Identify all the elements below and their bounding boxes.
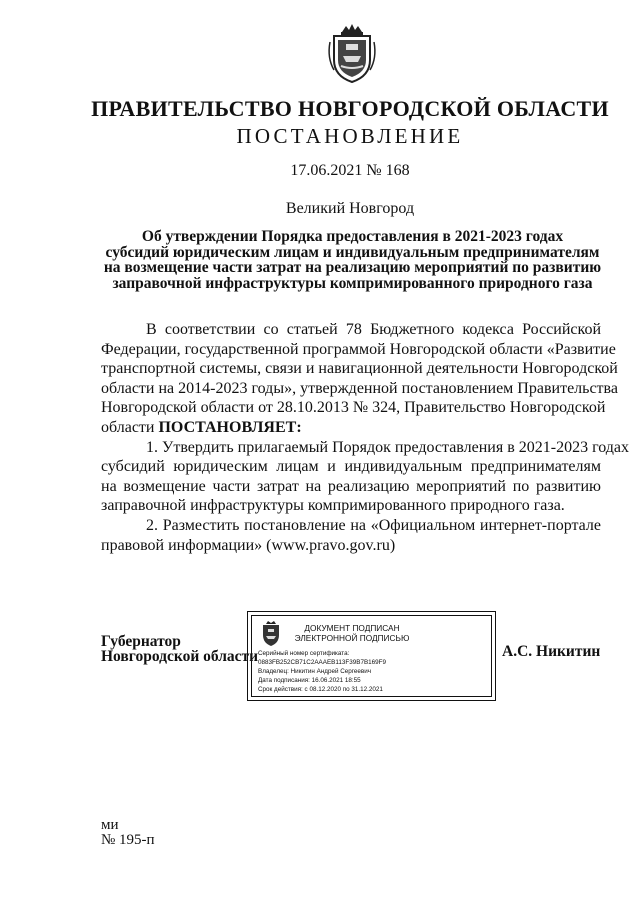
body-line-last: заправочной инфраструктуры компримированного природного газа. [101, 497, 565, 515]
body-line: Федерации, государственной программой Новгородской области «Развитие [101, 340, 616, 358]
subject-line: Об утверждении Порядка предоставления в 2021-2023 годах [141, 228, 564, 245]
body-line-last: правовой информации» (www.pravo.gov.ru) [101, 536, 396, 554]
stamp-coat-of-arms-icon [260, 620, 282, 647]
body-line: транспортной системы, связи и навигационной деятельности Новгородской [101, 360, 618, 378]
signer-name: А.С. Никитин [502, 643, 601, 660]
body-line: 2. Разместить постановление на «Официальном интернет-портале [146, 516, 601, 534]
city: Великий Новгород [285, 200, 415, 217]
decree-word: ПОСТАНОВЛЯЕТ: [158, 418, 302, 436]
signer-title [101, 634, 258, 664]
stamp-details [258, 649, 386, 694]
subject-line: субсидий юридическим лицам и индивидуальным предпринимателям [105, 243, 600, 261]
subject-line: на возмещение части затрат на реализацию мероприятий по развитию [103, 259, 602, 276]
stamp-heading-line2: ЭЛЕКТРОННОЙ ПОДПИСЬЮ [294, 633, 410, 643]
footer-initials: ми [101, 817, 119, 833]
body-line: на возмещение части затрат на реализацию мероприятий по развитию [101, 477, 601, 495]
body-line: 1. Утвердить прилагаемый Порядок предоставления в 2021-2023 годах [146, 438, 630, 456]
body-line-last [101, 418, 601, 438]
stamp-serial-label: Серийный номер сертификата: [258, 650, 350, 657]
subject-line: заправочной инфраструктуры компримированного природного газа [112, 274, 593, 292]
document-subject [80, 229, 625, 291]
footer-number: № 195-п [101, 832, 155, 848]
stamp-signed-date: Дата подписания: 16.06.2021 18:55 [258, 677, 361, 684]
signer-title-line1: Губернатор [101, 633, 181, 650]
stamp-heading [292, 623, 412, 643]
item-1-paragraph [101, 438, 630, 516]
stamp-serial-value: 0883FB252CB71C2AAAEB113F39B7B169F9 [258, 659, 387, 666]
stamp-heading-line1: ДОКУМЕНТ ПОДПИСАН [304, 623, 400, 633]
body-line: Новгородской области от 28.10.2013 № 324, Правительство Новгородской [101, 399, 606, 417]
footer-code [101, 818, 155, 848]
stamp-validity: Срок действия: с 08.12.2020 по 31.12.2021 [258, 686, 383, 693]
coat-of-arms-icon [326, 22, 378, 86]
item-2-paragraph [101, 516, 601, 555]
stamp-frame [251, 615, 492, 697]
body-line: субсидий юридическим лицам и индивидуальным предпринимателям [101, 458, 601, 476]
document-type: ПОСТАНОВЛЕНИЕ [236, 124, 464, 148]
body-line: В соответствии со статьей 78 Бюджетного кодекса Российской [146, 321, 601, 338]
stamp-owner: Владелец: Никитин Андрей Сергеевич [258, 668, 372, 675]
organization-title: ПРАВИТЕЛЬСТВО НОВГОРОДСКОЙ ОБЛАСТИ [91, 96, 609, 121]
preamble-last: области [101, 418, 159, 436]
preamble-paragraph [101, 320, 618, 438]
electronic-signature-stamp [247, 611, 496, 701]
body-line: области на 2014-2023 годы», утвержденной постановлением Правительства [101, 379, 618, 397]
signer-title-line2: Новгородской области [101, 648, 259, 665]
date-and-number: 17.06.2021 № 168 [290, 162, 410, 179]
document-body [101, 320, 630, 555]
